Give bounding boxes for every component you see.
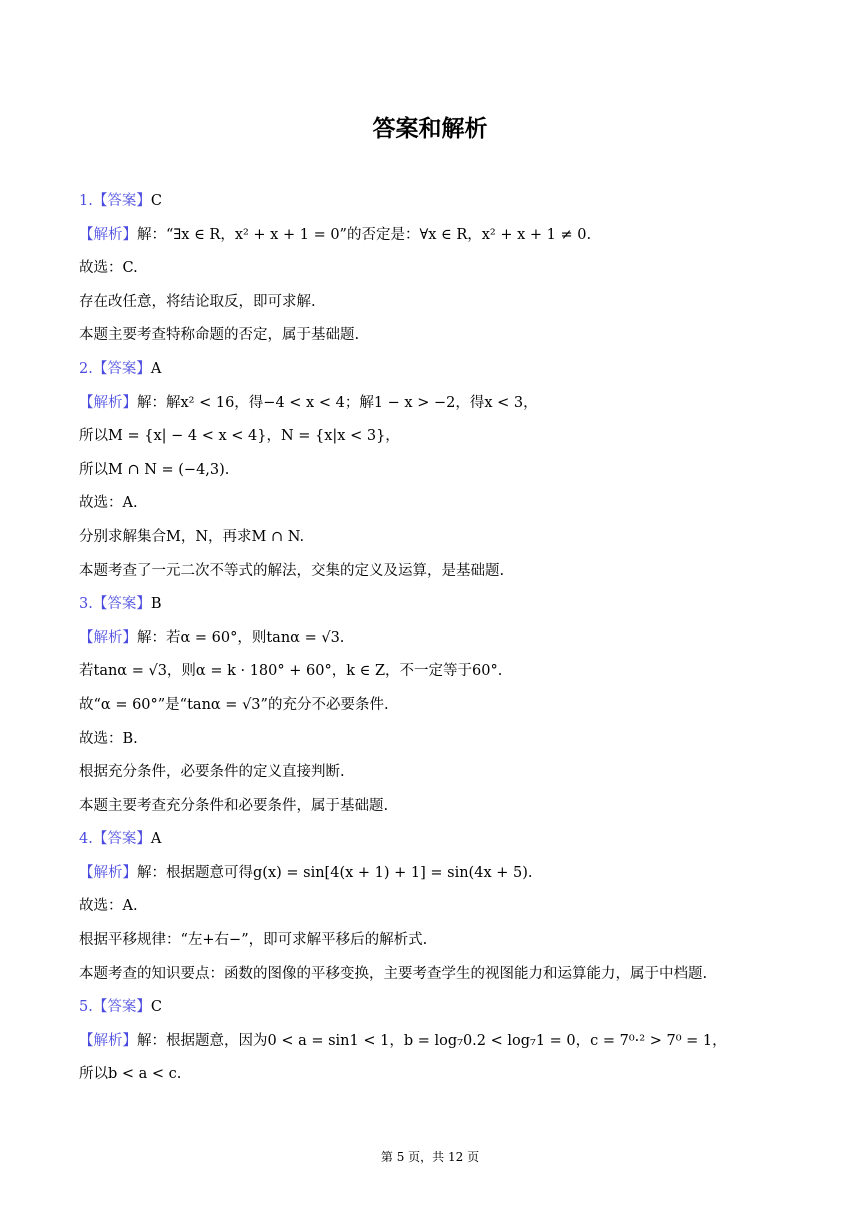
- line-text: 所以M = {x| − 4 < x < 4}，N = {x|x < 3}，: [79, 428, 400, 445]
- line-9: [79, 459, 799, 493]
- line-6: [79, 358, 799, 392]
- line-text: 存在改任意，将结论取反，即可求解.: [79, 293, 316, 310]
- answer-tag: 2.【答案】: [79, 360, 151, 377]
- line-text: A: [150, 360, 162, 377]
- line-14: [79, 627, 799, 661]
- line-20: [79, 828, 799, 862]
- page-title: 答案和解析: [372, 116, 488, 142]
- line-text: A: [150, 831, 162, 848]
- line-16: [79, 694, 799, 728]
- answer-tag: 5.【答案】: [79, 999, 151, 1016]
- analysis-tag: 【解析】: [79, 629, 137, 646]
- line-text: 故选：C.: [79, 260, 138, 277]
- line-7: [79, 392, 799, 426]
- line-23: [79, 929, 799, 963]
- line-text: 解：根据题意可得g(x) = sin[4(x + 1) + 1] = sin(4x + 5).: [137, 864, 533, 881]
- line-text: 根据充分条件，必要条件的定义直接判断.: [79, 764, 345, 781]
- answer-tag: 3.【答案】: [79, 596, 151, 613]
- analysis-tag: 【解析】: [79, 394, 137, 411]
- line-text: 本题考查的知识要点：函数的图像的平移变换，主要考查学生的视图能力和运算能力，属于中档题.: [79, 965, 708, 982]
- line-12: [79, 560, 799, 594]
- line-19: [79, 795, 799, 829]
- answer-tag: 1.【答案】: [79, 193, 151, 209]
- line-text: B: [150, 596, 162, 613]
- page-footer: 第 5 页，共 12 页: [380, 1150, 480, 1164]
- line-text: 解：若α = 60°，则tanα = √3.: [137, 629, 345, 646]
- line-text: 根据平移规律：“左+右−”，即可求解平移后的解析式.: [79, 932, 428, 949]
- line-text: 解：“∃x ∈ R，x² + x + 1 = 0”的否定是：∀x ∈ R，x² + x + 1 ≠ 0.: [137, 226, 592, 243]
- analysis-tag: 【解析】: [79, 226, 137, 243]
- line-text: 解：解x² < 16，得−4 < x < 4；解1 − x > −2，得x < 3，: [137, 394, 538, 411]
- document-body: [79, 190, 799, 1097]
- line-2: [79, 224, 799, 258]
- answer-tag: 4.【答案】: [79, 831, 151, 848]
- line-10: [79, 492, 799, 526]
- analysis-tag: 【解析】: [79, 864, 137, 881]
- line-text: 本题主要考查特称命题的否定，属于基础题.: [79, 327, 360, 344]
- line-text: 所以M ∩ N = (−4,3).: [79, 461, 230, 478]
- line-8: [79, 425, 799, 459]
- line-text: 所以b < a < c.: [79, 1066, 182, 1083]
- line-5: [79, 324, 799, 358]
- line-text: 故选：B.: [79, 730, 138, 747]
- line-text: 若tanα = √3，则α = k · 180° + 60°，k ∈ Z，不一定等于60°.: [79, 663, 503, 680]
- line-text: C: [150, 999, 162, 1016]
- line-24: [79, 963, 799, 997]
- line-3: [79, 257, 799, 291]
- line-text: C: [150, 193, 162, 209]
- line-text: 解：根据题意，因为0 < a = sin1 < 1，b = log₇0.2 < log₇1 = 0，c = 7⁰·² > 7⁰ = 1，: [137, 1032, 727, 1049]
- line-18: [79, 761, 799, 795]
- line-text: 本题主要考查充分条件和必要条件，属于基础题.: [79, 797, 389, 814]
- analysis-tag: 【解析】: [79, 1032, 137, 1049]
- line-25: [79, 996, 799, 1030]
- line-1: [79, 190, 799, 224]
- line-26: [79, 1030, 799, 1064]
- line-text: 故选：A.: [79, 898, 138, 915]
- line-11: [79, 526, 799, 560]
- line-21: [79, 862, 799, 896]
- line-text: 本题考查了一元二次不等式的解法，交集的定义及运算，是基础题.: [79, 562, 505, 579]
- line-17: [79, 728, 799, 762]
- line-text: 故“α = 60°”是“tanα = √3”的充分不必要条件.: [79, 696, 389, 713]
- line-text: 分别求解集合M，N，再求M ∩ N.: [79, 528, 305, 545]
- line-4: [79, 291, 799, 325]
- line-22: [79, 895, 799, 929]
- line-27: [79, 1063, 799, 1097]
- line-13: [79, 593, 799, 627]
- line-text: 故选：A.: [79, 495, 138, 512]
- line-15: [79, 660, 799, 694]
